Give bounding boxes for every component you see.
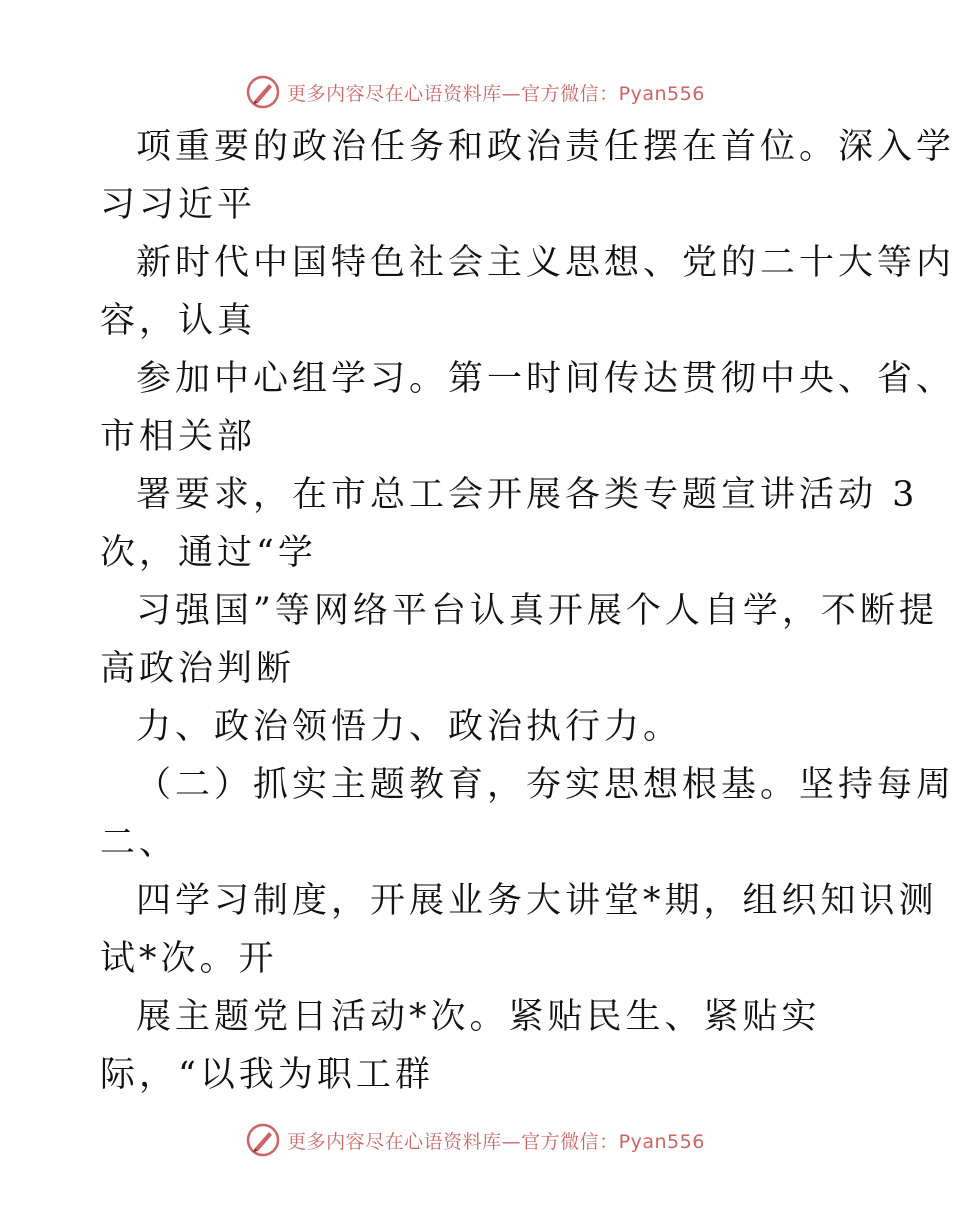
text-line: 次，通过“学 xyxy=(100,533,317,573)
pen-logo-icon xyxy=(245,74,281,110)
watermark-text: 更多内容尽在心语资料库—官方微信：Pyan556 xyxy=(287,82,705,105)
footer-watermark xyxy=(0,1120,950,1160)
header-watermark xyxy=(0,72,950,112)
text-line: 展主题党日活动*次。紧贴民生、紧贴实 xyxy=(136,997,821,1037)
text-line: 二、 xyxy=(100,823,179,863)
text-line: 习强国”等网络平台认真开展个人自学，不断提 xyxy=(136,591,938,631)
text-line: （二）抓实主题教育，夯实思想根基。坚持每周 xyxy=(136,765,955,805)
text-line: 参加中心组学习。第一时间传达贯彻中央、省、 xyxy=(136,359,955,399)
text-line: 习习近平 xyxy=(100,185,257,225)
text-line: 高政治判断 xyxy=(100,649,296,689)
text-line: 四学习制度，开展业务大讲堂*期，组织知识测 xyxy=(136,881,938,921)
watermark-text: 更多内容尽在心语资料库—官方微信：Pyan556 xyxy=(287,1130,705,1153)
text-line: 力、政治领悟力、政治执行力。 xyxy=(136,707,683,747)
text-line: 项重要的政治任务和政治责任摆在首位。深入学 xyxy=(136,127,955,167)
text-line: 新时代中国特色社会主义思想、党的二十大等内 xyxy=(136,243,955,283)
text-line: 试*次。开 xyxy=(100,939,278,979)
document-body xyxy=(100,118,955,1104)
text-line: 际，“以我为职工群 xyxy=(100,1055,434,1095)
text-line: 容，认真 xyxy=(100,301,257,341)
text-line: 市相关部 xyxy=(100,417,257,457)
text-line: 署要求，在市总工会开展各类专题宣讲活动 3 xyxy=(136,475,919,515)
pen-logo-icon xyxy=(245,1122,281,1158)
